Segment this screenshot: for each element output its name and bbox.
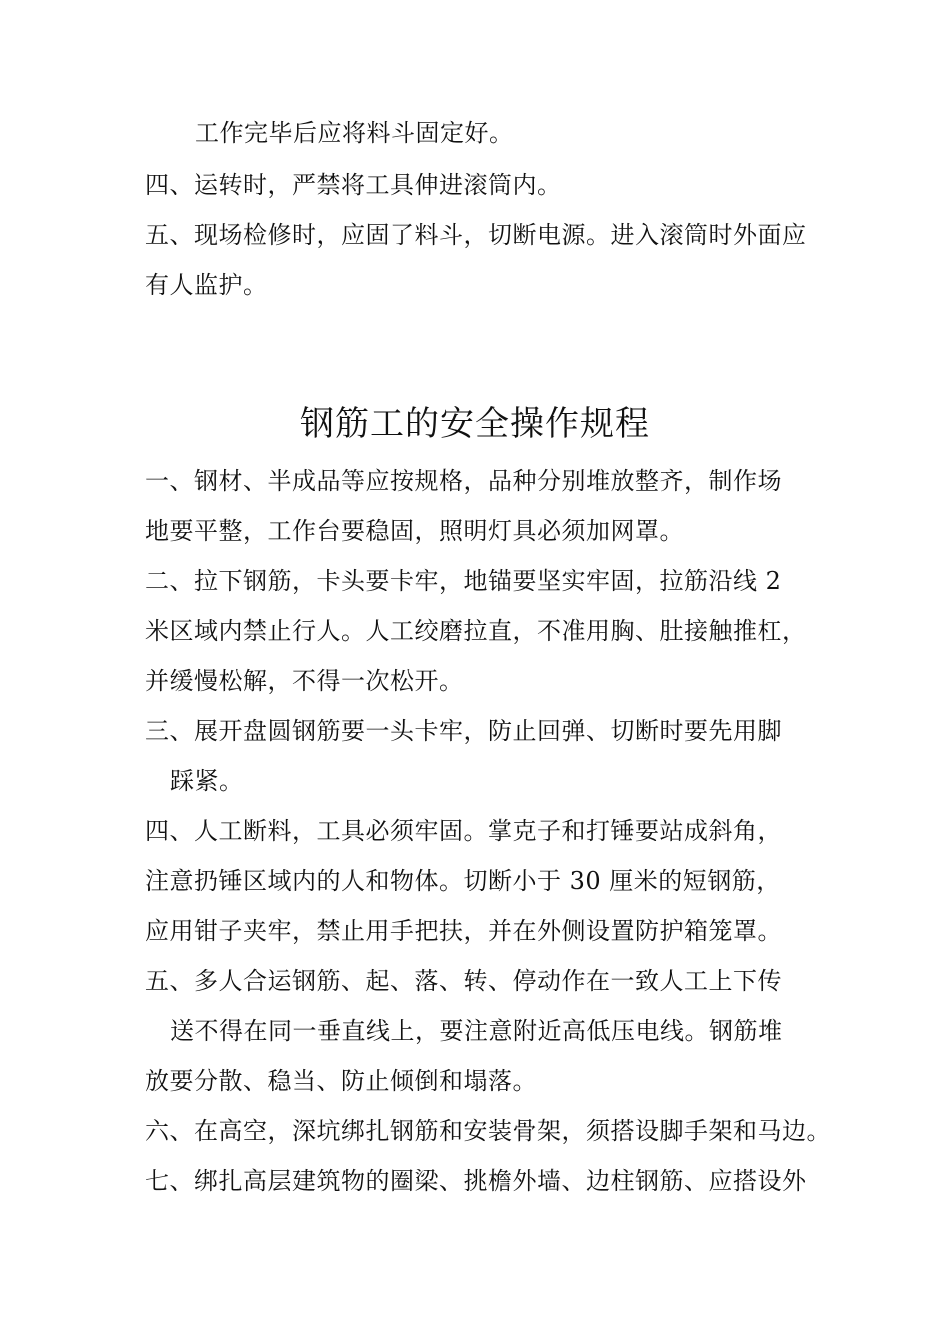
- section-title: 钢筋工的安全操作规程: [300, 404, 650, 444]
- paragraph-line: 二、拉下钢筋，卡头要卡牢，地锚要坚实牢固，拉筋沿线 2: [145, 567, 782, 595]
- paragraph-line: 一、钢材、半成品等应按规格，品种分别堆放整齐，制作场: [145, 467, 782, 495]
- paragraph-line: 米区域内禁止行人。人工绞磨拉直，不准用胸、肚接触推杠，: [145, 617, 807, 645]
- paragraph-line: 踩紧。: [170, 767, 244, 795]
- paragraph-line: 三、展开盘圆钢筋要一头卡牢，防止回弹、切断时要先用脚: [145, 717, 782, 745]
- paragraph-line: 地要平整，工作台要稳固，照明灯具必须加网罩。: [145, 517, 684, 545]
- paragraph-line: 送不得在同一垂直线上，要注意附近高低压电线。钢筋堆: [170, 1017, 783, 1045]
- paragraph-line: 七、绑扎高层建筑物的圈梁、挑檐外墙、边柱钢筋、应搭设外: [145, 1167, 807, 1195]
- paragraph-line: 五、多人合运钢筋、起、落、转、停动作在一致人工上下传: [145, 967, 782, 995]
- paragraph-line: 五、现场检修时，应固了料斗，切断电源。进入滚筒时外面应: [145, 221, 807, 249]
- paragraph-line: 工作完毕后应将料斗固定好。: [195, 119, 514, 147]
- paragraph-line: 四、运转时，严禁将工具伸进滚筒内。: [145, 171, 562, 199]
- paragraph-line: 应用钳子夹牢，禁止用手把扶，并在外侧设置防护箱笼罩。: [145, 917, 782, 945]
- paragraph-line: 放要分散、稳当、防止倾倒和塌落。: [145, 1067, 537, 1095]
- paragraph-line: 并缓慢松解，不得一次松开。: [145, 667, 464, 695]
- paragraph-line: 六、在高空，深坑绑扎钢筋和安装骨架，须搭设脚手架和马边。: [145, 1117, 831, 1145]
- paragraph-line: 注意扔锤区域内的人和物体。切断小于 30 厘米的短钢筋，: [145, 867, 781, 895]
- paragraph-line: 有人监护。: [145, 271, 268, 299]
- paragraph-line: 四、人工断料，工具必须牢固。掌克子和打锤要站成斜角，: [145, 817, 782, 845]
